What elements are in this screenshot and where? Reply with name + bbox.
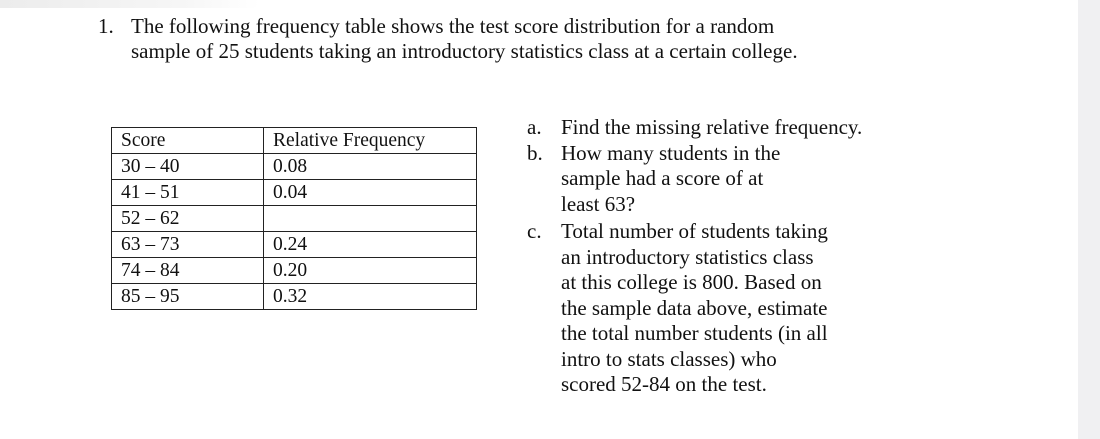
top-shadow-edge — [0, 0, 260, 8]
relative-frequency-cell: 0.08 — [264, 154, 477, 180]
relative-frequency-cell: 0.20 — [264, 258, 477, 284]
score-cell: 52 – 62 — [112, 206, 264, 232]
score-cell: 74 – 84 — [112, 258, 264, 284]
question-text: The following frequency table shows the test score distribution for a random sample of 25 students taking an introductory statistics class at a certain college. — [131, 14, 798, 63]
relative-frequency-cell-missing — [264, 206, 477, 232]
right-scroll-edge — [1078, 0, 1100, 439]
table-row — [112, 180, 477, 206]
relative-frequency-cell: 0.32 — [264, 284, 477, 310]
score-cell: 85 – 95 — [112, 284, 264, 310]
part-b-text: How many students in the sample had a score of at least 63? — [561, 140, 781, 216]
question-1 — [98, 14, 818, 64]
question-parts — [527, 115, 887, 398]
part-a-letter: a. — [527, 115, 542, 139]
score-cell: 63 – 73 — [112, 232, 264, 258]
part-c-letter: c. — [527, 219, 542, 243]
table-row — [112, 258, 477, 284]
part-c — [527, 219, 887, 398]
part-b-letter: b. — [527, 140, 543, 165]
table-row — [112, 206, 477, 232]
part-c-text: Total number of students taking an introductory statistics class at this college is 800. Based on the sample data above, estimate the total number students (in all intro to stats classes) who scored 52-84 on the test. — [561, 219, 828, 396]
part-b — [527, 141, 887, 218]
score-cell: 41 – 51 — [112, 180, 264, 206]
part-a-text: Find the missing relative frequency. — [561, 115, 863, 139]
header-relative-frequency: Relative Frequency — [264, 128, 477, 154]
relative-frequency-cell: 0.04 — [264, 180, 477, 206]
score-cell: 30 – 40 — [112, 154, 264, 180]
table-row — [112, 154, 477, 180]
part-a — [527, 115, 887, 141]
relative-frequency-cell: 0.24 — [264, 232, 477, 258]
question-number: 1. — [98, 14, 114, 38]
table-row — [112, 284, 477, 310]
table-row — [112, 232, 477, 258]
table-header-row — [112, 128, 477, 154]
header-score: Score — [112, 128, 264, 154]
frequency-table — [111, 127, 477, 310]
